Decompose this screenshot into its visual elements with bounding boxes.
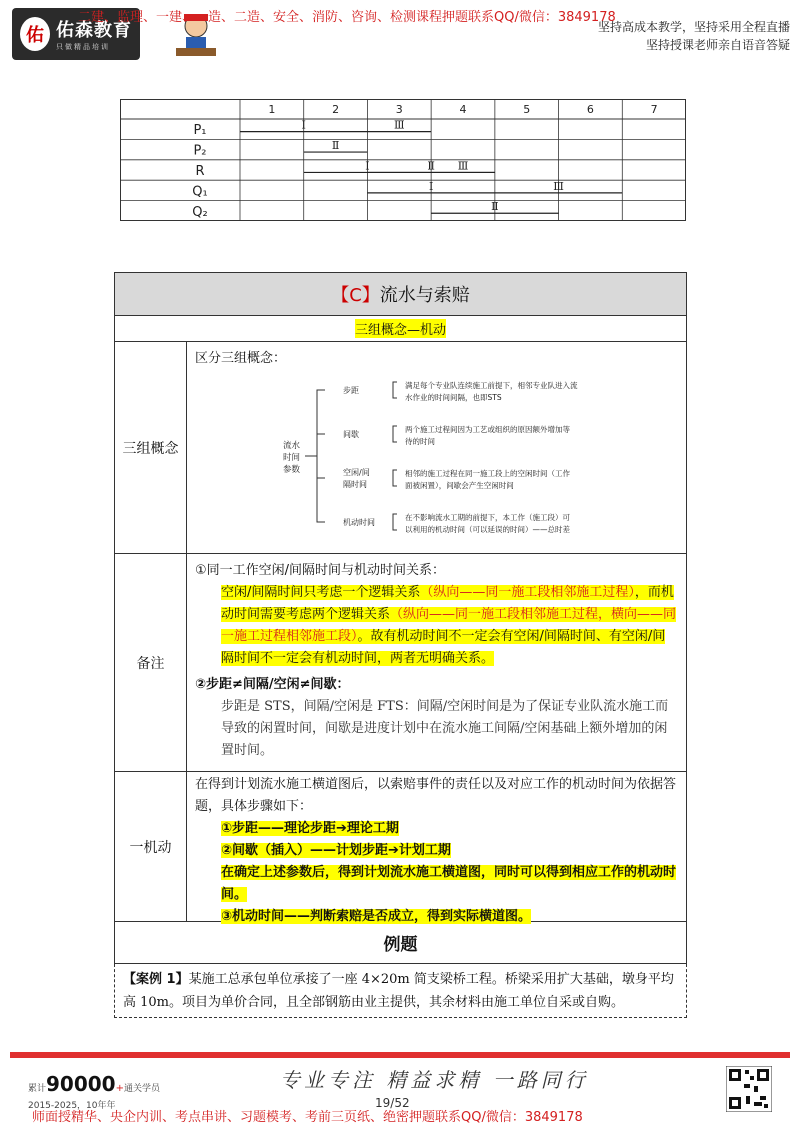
float-row xyxy=(114,772,687,922)
tree-branch-name: 步距 xyxy=(343,386,359,395)
schedule-bar-label: Ⅰ xyxy=(428,179,434,193)
schedule-bar-label: Ⅱ xyxy=(331,139,340,153)
notes-p2-body: 步距是 STS，间隔/空闲是 FTS：间隔/空闲时间是为了保证专业队流水施工而导致的闲置时间，间歇是进度计划中在流水施工间隔/空闲基础上额外增加的闲置时间。 xyxy=(221,699,669,758)
schedule-row-label: R xyxy=(195,164,205,179)
page-number: 19/52 xyxy=(375,1096,410,1110)
schedule-bar-label: Ⅱ xyxy=(427,159,435,173)
count-plus: + xyxy=(115,1083,124,1094)
schedule-col-header: 1 xyxy=(268,103,276,116)
case-label: 【案例 1】 xyxy=(123,972,189,987)
schedule-row-label: P₁ xyxy=(193,123,207,139)
schedule-col-header: 2 xyxy=(332,103,340,116)
section-subtitle: 三组概念—机动 xyxy=(355,319,446,338)
section-title-text: 流水与索赔 xyxy=(379,285,470,306)
header-slogan-1: 坚持高成本教学，坚持采用全程直播 xyxy=(597,20,790,34)
schedule-bar-label: Ⅲ xyxy=(457,159,469,173)
float-step-3: 在确定上述参数后，得到计划流水施工横道图，同时可以得到相应工作的机动时间。 xyxy=(221,865,677,902)
schedule-bar-label: Ⅰ xyxy=(365,159,370,173)
float-step-4: ③机动时间——判断索赔是否成立，得到实际横道图。 xyxy=(221,909,532,924)
tree-branch-desc: 待的时间 xyxy=(405,437,435,446)
tree-branch-name: 机动时间 xyxy=(343,518,375,527)
schedule-col-header: 5 xyxy=(523,103,531,116)
notes-p1-title: ①同一工作空闲/间隔时间与机动时间关系： xyxy=(195,563,446,578)
count-prefix: 累计 xyxy=(28,1084,47,1094)
footer-student-count xyxy=(28,1072,160,1096)
notes-p2-title: ②步距≠间隔/空闲≠间歇： xyxy=(195,677,350,692)
section-title xyxy=(114,272,687,316)
section-title-bracket: 【C】 xyxy=(331,285,380,306)
tree-branch-name: 空闲/间 xyxy=(343,468,370,477)
concepts-content xyxy=(187,342,686,553)
concepts-row xyxy=(114,342,687,554)
schedule-col-header: 6 xyxy=(586,103,594,116)
case-text: 某施工总承包单位承接了一座 4×20m 简支梁桥工程。桥梁采用扩大基础，墩身平均高 10m。项目为单价合同，且全部钢筋由业主提供，其余材料由施工单位自采或自购。 xyxy=(123,972,674,1010)
float-step-2: ②间歇（插入）——计划步距➔计划工期 xyxy=(221,843,451,858)
tree-leaf-bracket xyxy=(393,382,397,398)
tree-branch-desc: 两个施工过程间因为工艺或组织的原因额外增加等 xyxy=(405,425,570,434)
schedule-table xyxy=(120,99,686,221)
logo-tagline: 只做精品培训 xyxy=(56,43,110,51)
tree-branch-desc: 在不影响流水工期的前提下，本工作（施工段）可 xyxy=(405,513,570,522)
schedule-col-header: 3 xyxy=(395,103,403,116)
header-slogan-2: 坚持授课老师亲自语音答疑 xyxy=(645,38,790,52)
float-intro: 在得到计划流水施工横道图后，以索赔事件的责任以及对应工作的机动时间为依据答题，具体步骤如下： xyxy=(195,777,677,814)
logo-name: 佑森教育 xyxy=(56,20,132,41)
tree-leaf-bracket xyxy=(393,514,397,530)
schedule-bar-label: Ⅱ xyxy=(491,200,499,214)
tree-branch-desc: 面被闲置），间歇会产生空闲时间 xyxy=(405,481,514,490)
tree-leaf-bracket xyxy=(393,470,397,486)
notes-p1-b: （纵向——同一施工段相邻施工过程） xyxy=(420,585,635,600)
notes-p1-d: （纵向——同一施工段相邻施工过程，横向——同一施工过程相邻施工段） xyxy=(221,607,677,644)
notes-p1-body xyxy=(195,582,678,670)
notes-content xyxy=(187,554,686,771)
float-step-1: ①步距——理论步距➔理论工期 xyxy=(221,821,399,836)
schedule-row-label: Q₂ xyxy=(192,204,208,220)
schedule-col-header: 4 xyxy=(459,103,467,116)
count-number: 90000 xyxy=(46,1072,116,1096)
notes-label: 备注 xyxy=(115,554,187,771)
notes-p1-c: ，而机动时间需要考虑两个逻辑关系 xyxy=(221,585,674,622)
schedule-bar-label: Ⅰ xyxy=(301,118,306,132)
notes-row xyxy=(114,554,687,772)
section-subtitle-row xyxy=(114,316,687,342)
example-body xyxy=(114,964,687,1018)
notes-p1-e: 。故有机动时间不一定会有空闲/间隔时间、有空闲/间隔时间不一定会有机动时间，两者无明确关系。 xyxy=(221,629,666,666)
float-content xyxy=(187,772,686,924)
tree-root-label: 时间 xyxy=(283,453,301,463)
tree-root-label: 流水 xyxy=(283,441,301,451)
tree-bracket-main xyxy=(317,390,325,522)
schedule-row-label: P₂ xyxy=(193,143,207,159)
logo-mark-icon: 佑 xyxy=(20,17,50,51)
schedule-bar-label: Ⅲ xyxy=(393,118,405,132)
tree-branch-desc: 满足每个专业队连续施工前提下，相邻专业队进入流 xyxy=(405,381,578,390)
tree-branch-name: 隔时间 xyxy=(343,480,367,489)
tree-branch-desc: 相邻的施工过程在同一施工段上的空闲时间（工作 xyxy=(405,469,570,478)
tree-branch-name: 间歇 xyxy=(343,430,359,439)
tree-root-label: 参数 xyxy=(283,465,301,475)
tree-leaf-bracket xyxy=(393,426,397,442)
qr-code-icon[interactable] xyxy=(726,1066,772,1112)
schedule-bar-label: Ⅲ xyxy=(553,179,564,193)
footer-signature: 专业专注 精益求精 一路同行 xyxy=(280,1068,589,1092)
float-label: 一机动 xyxy=(115,772,187,921)
concept-tree-diagram xyxy=(187,376,677,546)
concepts-label: 三组概念 xyxy=(115,342,187,553)
schedule-row-label: Q₁ xyxy=(192,184,208,200)
count-suffix: 通关学员 xyxy=(124,1084,161,1094)
schedule-col-header: 7 xyxy=(650,103,658,116)
tree-branch-desc: 以利用的机动时间（可以延误的时间）——总时差 xyxy=(405,525,570,534)
footer-divider xyxy=(10,1052,790,1058)
header-promo-text: 二建、监理、一建、一造、二造、安全、消防、咨询、检测课程押题联系QQ/微信：3849178 xyxy=(78,10,616,25)
footer-promo-text: 师面授精华、央企内训、考点串讲、习题模考、考前三页纸、绝密押题联系QQ/微信：3849178 xyxy=(32,1110,583,1125)
notes-p1-a: 空闲/间隔时间只考虑一个逻辑关系 xyxy=(221,585,421,600)
concepts-intro: 区分三组概念： xyxy=(195,351,287,366)
footer-years: 2015-2025，10年年 xyxy=(28,1101,116,1111)
example-title: 例题 xyxy=(114,922,687,964)
tree-branch-desc: 水作业的时间间隔，也即STS xyxy=(405,393,502,402)
